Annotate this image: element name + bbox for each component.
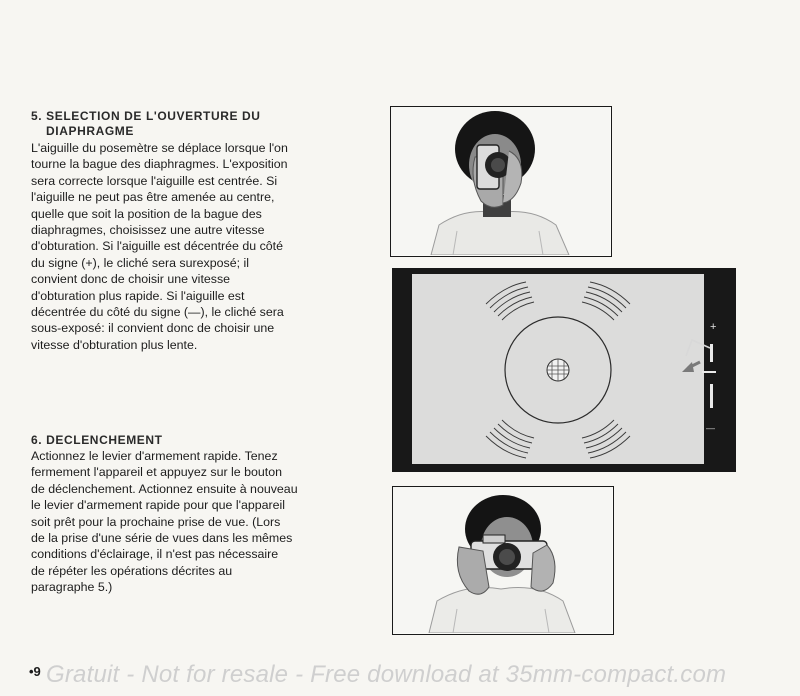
section-5-heading-line1: 5. SELECTION DE L'OUVERTURE DU (31, 109, 261, 123)
minus-sign: — (706, 423, 715, 433)
section-5-heading (31, 109, 261, 139)
page-number: •9 (29, 664, 41, 679)
photo-focusing-illustration (391, 107, 610, 255)
section-5-body: L'aiguille du posemètre se déplace lorsque l'on tourne la bague des diaphragmes. L'exposition sera correcte lorsque l'aiguille est centrée. Si l'aiguille ne peut pas être amenée au centre, quelle que soit la position de la bague des diaphragmes, choisissez une autre vitesse d'obturation. Si l'aiguille est décentrée du côté du signe (+), le cliché sera surexposé; il convient donc de choisir une vitesse d'obturation plus rapide. Si l'aiguille est décentrée du côté du signe (—), le cliché sera sous-exposé: il convient donc de choisir une vitesse d'obturation plus lente. (31, 141, 288, 352)
section-6-body: Actionnez le levier d'armement rapide. Tenez fermement l'appareil et appuyez sur le bouton de déclenchement. Actionnez ensuite à nouveau le levier d'armement rapide pour que l'appareil soit prêt pour la prochaine prise de vue. (Lors de la prise d'une série de vues dans les mêmes conditions d'éclairage, il n'est pas nécessaire de répéter les opérations décrites au paragraphe 5.) (31, 449, 298, 595)
viewfinder-graphic (392, 268, 736, 472)
photo-release-illustration (393, 487, 612, 633)
photo-focusing (390, 106, 612, 257)
section-6-heading (31, 433, 163, 448)
watermark: Gratuit - Not for resale - Free download at 35mm-compact.com (46, 661, 727, 688)
plus-sign: + (710, 321, 717, 333)
section-5-heading-line2: DIAPHRAGME (46, 124, 135, 138)
section-6-heading-text: 6. DECLENCHEMENT (31, 433, 163, 447)
photo-release (392, 486, 614, 635)
viewfinder-diagram (392, 268, 736, 472)
